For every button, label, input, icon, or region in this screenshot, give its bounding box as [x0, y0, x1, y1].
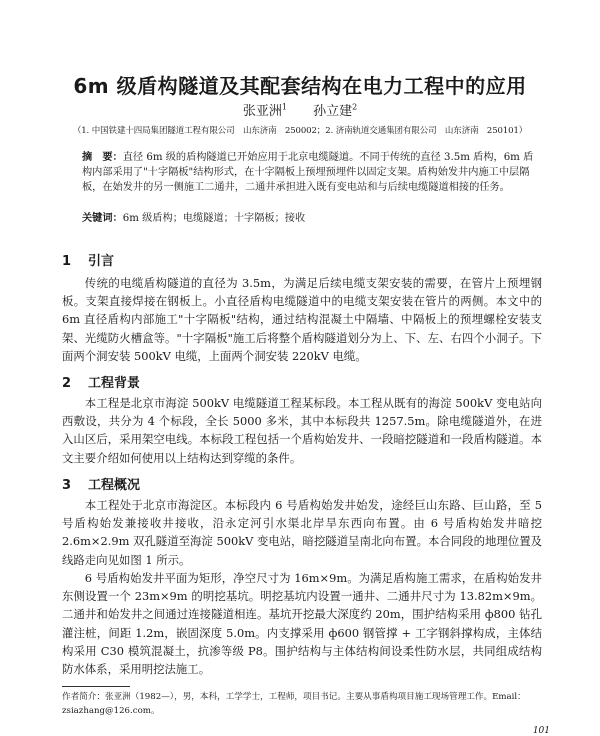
abstract-label: 摘 要： [82, 152, 123, 163]
keywords-label: 关键词： [82, 213, 123, 224]
section-title: 工程概况 [88, 478, 141, 493]
section-heading [62, 474, 140, 493]
section-heading [62, 250, 114, 269]
body-paragraph: 传统的电缆盾构隧道的直径为 3.5m，为满足后续电缆支架安装的需要，在管片上预埋钢板。支架直接焊接在钢板上。小直径盾构电缆隧道中的电缆支架安装在管片的两侧。本文中的 6m 直径盾构内部施工"十字隔板"结构，通过结构混凝土中隔墙、中隔板上的预埋螺栓安装支架、光缆防火槽盒等。"十字隔板"施工后将整个盾构隧道划分为上、下、左、右四个小洞子。下面两个洞安装 500kV 电缆，上面两个洞安装 220kV 电缆。 [62, 276, 542, 363]
abstract-text: 直径 6m 级的盾构隧道已开始应用于北京电缆隧道。不同于传统的直径 3.5m 盾构，6m 盾构内部采用了"十字隔板"结构形式，在十字隔板上预埋预埋件以固定支架。盾构始发井内施工中层隔板，在始发井的另一侧施工二通井，二通井承担进入既有变电站和与后续电缆隧道相接的任务。 [82, 152, 534, 193]
section-number: 1 [62, 254, 72, 269]
author-affiliation-mark: 2 [352, 102, 358, 112]
footnote-divider [62, 686, 130, 687]
body-paragraph: 本工程是北京市海淀 500kV 电缆隧道工程某标段。本工程从既有的海淀 500kV 变电站向西敷设，共分为 4 个标段，全长 5000 多米，其中本标段共 1257.5m。除电缆隧道外，在进入山区后，采用架空电线。本标段工程包括一个盾构始发井、一段暗挖隧道和一段盾构隧道。本文主要介绍如何使用以上结构达到穿缆的条件。 [62, 396, 542, 465]
keywords-text: 6m 级盾构；电缆隧道；十字隔板；接收 [122, 213, 306, 224]
author-list [0, 100, 600, 119]
page-number: 101 [532, 726, 550, 736]
section-number: 2 [62, 376, 72, 391]
abstract [82, 150, 534, 195]
section-title: 工程背景 [88, 376, 141, 391]
paper-title: 6m 级盾构隧道及其配套结构在电力工程中的应用 [73, 74, 527, 98]
body-paragraph: 本工程处于北京市海淀区。本标段内 6 号盾构始发井始发，途经巨山东路、巨山路，至 5 号盾构始发兼接收井接收，沿永定河引水渠北岸旱东西向布置。由 6 号盾构始发井暗挖 2.6m×2.9m 双孔隧道至海淀 500kV 变电站，暗挖隧道呈南北向布置。本合同段的地理位置及线路走向见如图 1 所示。 [62, 498, 542, 567]
keywords [82, 211, 534, 226]
body-paragraph: 6 号盾构始发井平面为矩形，净空尺寸为 16m×9m。为满足盾构施工需求，在盾构始发井东侧设置一个 23m×9m 的明挖基坑。明挖基坑内设置一通井、二通井尺寸为 13.82m×9m。二通井和始发井之间通过连接隧道相连。基坑开挖最大深度约 20m，围护结构采用 ф800 钻孔灌注桩，间距 1.2m，嵌固深度 5.0m。内支撑采用 ф600 钢管撑 + 工字钢斜撑构成，主体结构采用 C30 模筑混凝土，抗渗等级 P8。围护结构与主体结构间设柔性防水层，共同组成结构防水体系，采用明挖法施工。 [62, 571, 542, 677]
section-number: 3 [62, 478, 72, 493]
affiliation-line: （1. 中国铁建十四局集团隧道工程有限公司 山东济南 250002；2. 济南轨道交通集团有限公司 山东济南 250101） [72, 126, 528, 136]
author-name: 张亚洲 [242, 104, 282, 119]
author-name: 孙立建 [313, 104, 353, 119]
author-footnote: 作者简介：张亚洲（1982—），男，本科，工学学士，工程师，项目书记。主要从事盾构项目施工现场管理工作。Email：zsiazhang@126.com。 [62, 692, 526, 716]
section-heading [62, 372, 140, 391]
author-affiliation-mark: 1 [281, 102, 287, 112]
section-title: 引言 [88, 254, 115, 269]
